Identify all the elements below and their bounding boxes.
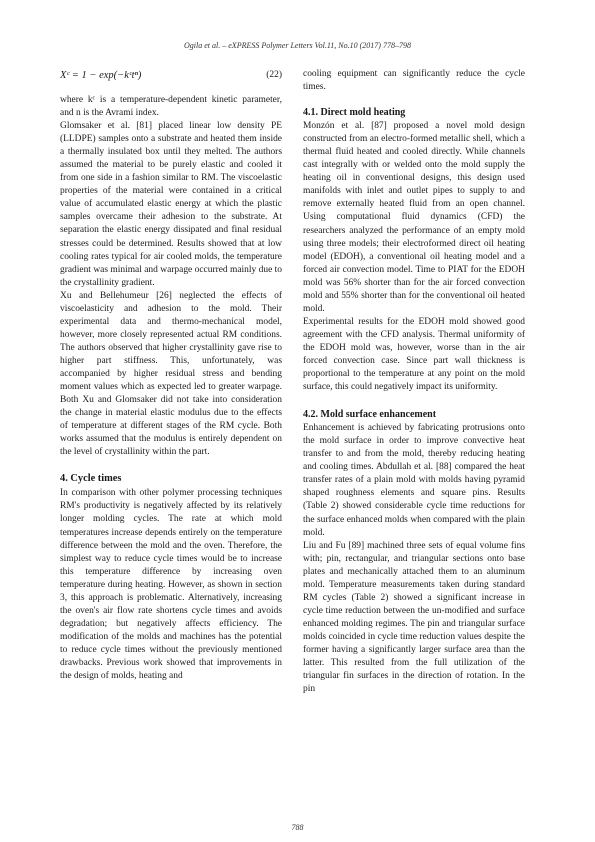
paragraph: Monzón et al. [87] proposed a novel mold design constructed from an electro-formed metallic shell, which a thermal fluid heated and cooled directly. While channels cast integrally with or welded onto the mold supply the heating oil in conventional designs, this design used manifolds with inlet and outlet pipes to supply to and remove externally heated fluid from an open channel. Using computational fluid dynamics (CFD) the researchers analyzed the performance of an empty mold using three models; their electroformed direct oil heating model (EDOH), a conventional oil heating model and a forced air convection model. Time to PIAT for the EDOH mold was 56% shorter than for the air forced convection mold and 55% shorter than for the conventional oil heated mold. xyxy=(303,121,525,314)
equation-text: Xᶜ = 1 − exp(−kᶜtⁿ) xyxy=(60,70,142,82)
page-number: 788 xyxy=(291,823,304,832)
paragraph: Xu and Bellehumeur [26] neglected the effects of viscoelasticity and adhesion to the mold. Their experimental data and thermo-mechanical model, however, more closely represented actual RM conditions. The authors observed that higher crystallinity gave rise to higher part stiffness. This, unfortunately, was accompanied by higher residual stress and bending moment values which as expected led to greater warpage. Both Xu and Glomsaker did not take into consideration the change in material elastic modulus due to the effects of temperature at different stages of the RM cycle. Both works assumed that the modulus is entirely dependent on the level of crystallinity within the part. xyxy=(60,290,282,458)
running-header: Ogila et al. – eXPRESS Polymer Letters Vol.11, No.10 (2017) 778–798 xyxy=(184,41,411,50)
right-column xyxy=(303,68,525,696)
paragraph: where kᶜ is a temperature-dependent kinetic parameter, and n is the Avrami index. xyxy=(60,95,282,119)
subsection-heading: 4.2. Mold surface enhancement xyxy=(303,409,437,421)
paragraph: Enhancement is achieved by fabricating protrusions onto the mold surface in order to improve convective heat transfer to and from the mold, thereby reducing heating and cooling times. Abdullah et al. [88] compared the heat transfer rates of a plain mold with molds having pyramid shaped roughness elements and square pins. Results (Table 2) showed considerable cycle time reductions for the surface enhanced molds when compared with the plain mold. xyxy=(303,423,525,538)
subsection-heading: 4.1. Direct mold heating xyxy=(303,107,406,119)
paragraph: Experimental results for the EDOH mold showed good agreement with the CFD analysis. Thermal uniformity of the EDOH mold was, however, worse than in the air forced convection case. Since part wall thickness is proportional to the temperature at any point on the mold surface, this could negatively impact its uniformity. xyxy=(303,316,525,393)
paragraph: cooling equipment can significantly reduce the cycle times. xyxy=(303,69,525,93)
paragraph: In comparison with other polymer processing techniques RM's productivity is negatively affected by its relatively longer molding cycles. The rate at which mold temperatures increase depends entirely on the temperature difference between the mold and the oven. Therefore, the simplest way to reduce cycle times would be to increase this temperature difference by increasing oven temperature during heating. However, as shown in section 3, this approach is problematic. Alternatively, increasing the oven's air flow rate shortens cycle times and avoids degradation; but negatively affects efficiency. The modification of the molds and machines has the potential to reduce cycle times without the previously mentioned drawbacks. Previous work showed that improvements in the design of molds, heating and xyxy=(60,488,282,682)
equation-22 xyxy=(60,68,282,84)
equation-number: (22) xyxy=(266,70,282,81)
paragraph: Liu and Fu [89] machined three sets of equal volume fins with; pin, rectangular, and triangular sections onto base plates and mechanically attached them to an aluminum mold. Temperature measurements taken during standard RM cycles (Table 2) showed a significant increase in cycle time reduction between the un-modified and surface enhanced molding regimes. The pin and triangular surface molds coincided in cycle time reduction values despite the former having a significantly larger surface area than the latter. This resulted from the full utilization of the triangular fin surfaces in the direction of rotation. In the pin xyxy=(303,540,525,695)
paragraph: Glomsaker et al. [81] placed linear low density PE (LLDPE) samples onto a substrate and heated them inside a thermally insulated box until they melted. The authors assumed the material to be purely elastic and cooled it from one side in a fashion similar to RM. The viscoelastic properties of the material were contained in a critical value of accumulated elastic energy at which the plastic samples overcame their adhesion to the substrate. At separation the elastic energy dissipated and final residual stresses could be determined. Results showed that at low cooling rates typical for air cooled molds, the temperature gradient was minimal and warpage occurred mainly due to the crystallinity gradient. xyxy=(60,121,282,288)
left-column xyxy=(60,68,282,683)
section-heading: 4. Cycle times xyxy=(60,473,122,485)
